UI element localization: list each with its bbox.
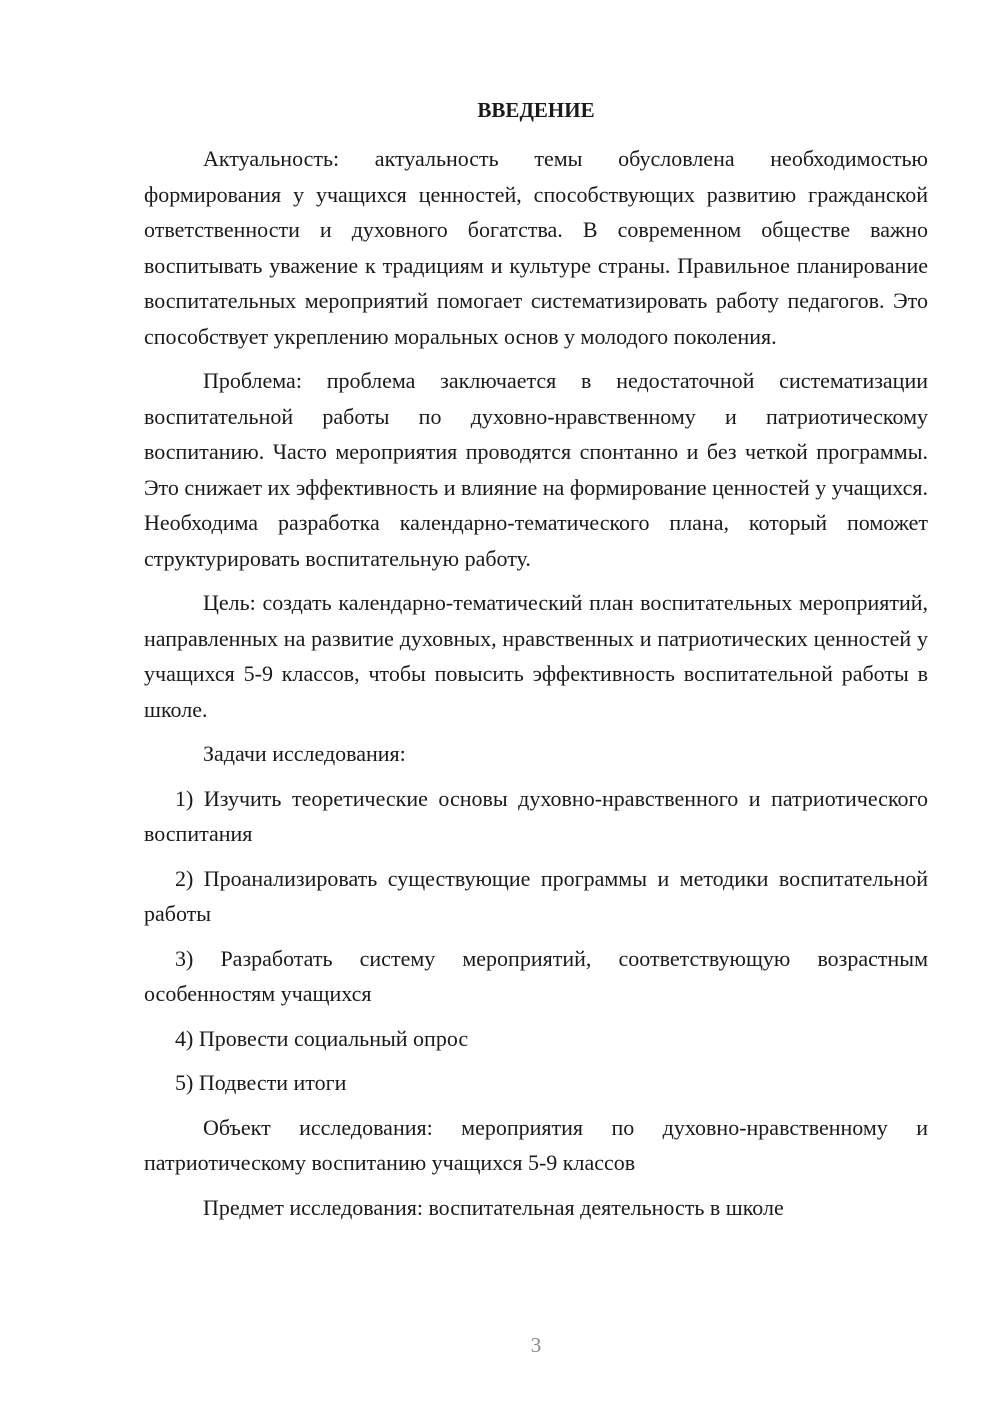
page-title: ВВЕДЕНИЕ (477, 98, 595, 122)
relevance-paragraph: Актуальность: актуальность темы обусловлена необходимостью формирования у учащихся ценностей, способствующих развитию гражданской ответственности и духовного богатства. В современном обществе важно воспитывать уважение к традициям и культуре страны. Правильное планирование воспитательных мероприятий помогает систематизировать работу педагогов. Это способствует укреплению моральных основ у молодого поколения. (144, 146, 928, 349)
problem-paragraph: Проблема: проблема заключается в недостаточной систематизации воспитательной работы по духовно-нравственному и патриотическому воспитанию. Часто мероприятия проводятся спонтанно и без четкой программы. Это снижает их эффективность и влияние на формирование ценностей у учащихся. Необходима разработка календарно-тематического плана, который поможет структурировать воспитательную работу. (144, 368, 928, 571)
subject-paragraph: Предмет исследования: воспитательная деятельность в школе (203, 1194, 784, 1220)
task-item: 2) Проанализировать существующие программы и методики воспитательной работы (144, 865, 928, 926)
task-item: 4) Провести социальный опрос (175, 1025, 469, 1051)
document-body (144, 141, 928, 1234)
page-number: 3 (530, 1333, 542, 1357)
tasks-heading: Задачи исследования: (203, 741, 406, 766)
goal-paragraph: Цель: создать календарно-тематический план воспитательных мероприятий, направленных на развитие духовных, нравственных и патриотических ценностей у учащихся 5-9 классов, чтобы повысить эффективность воспитательной работы в школе. (144, 590, 928, 722)
task-item: 3) Разработать систему мероприятий, соответствующую возрастным особенностям учащихся (144, 945, 928, 1006)
task-item: 5) Подвести итоги (175, 1070, 347, 1095)
object-paragraph: Объект исследования: мероприятия по духовно-нравственному и патриотическому воспитанию учащихся 5-9 классов (144, 1114, 928, 1175)
task-item: 1) Изучить теоретические основы духовно-нравственного и патриотического воспитания (144, 785, 928, 846)
